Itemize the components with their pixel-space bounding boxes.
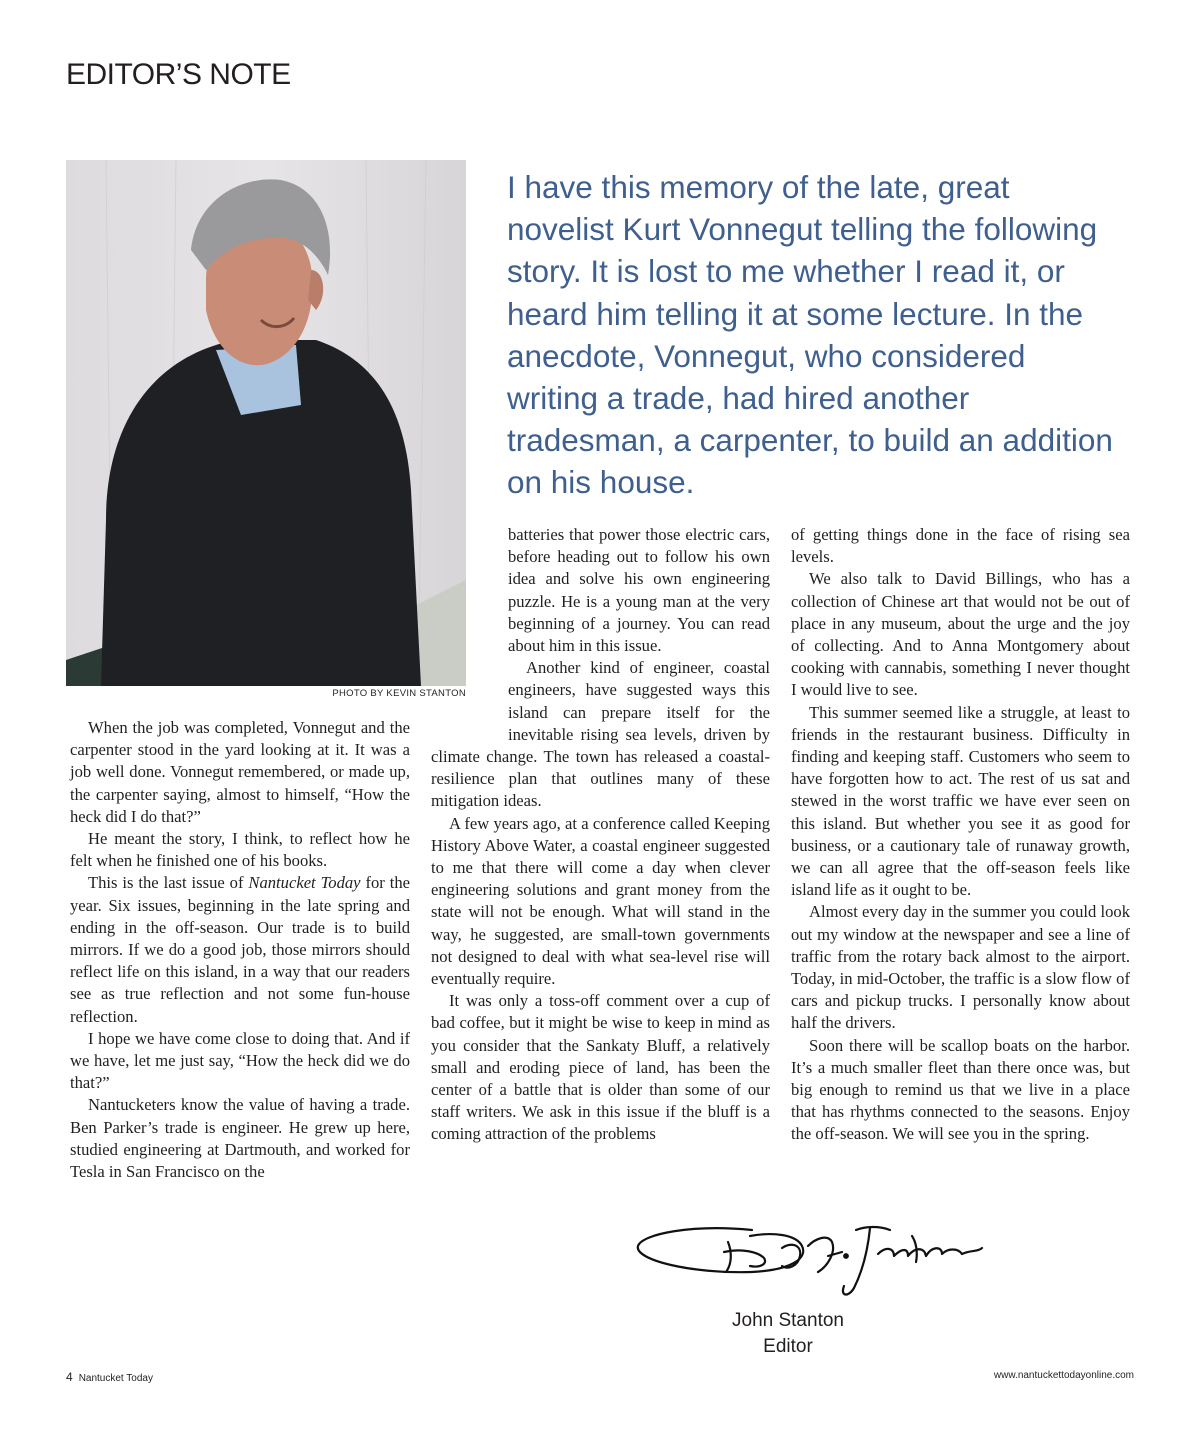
paragraph: It was only a toss-off comment over a cup of bad coffee, but it might be wise to keep in mind as you consider that the Sankaty Bluff, a relatively small and eroding piece of land, has been the center of a battle that is older than some of our staff writers. We ask in this issue if the bluff is a coming attraction of the problems	[431, 991, 770, 1144]
editor-photo	[66, 160, 466, 686]
paragraph: batteries that power those electric cars, before heading out to follow his own idea and solve his own engineering puzzle. He is a young man at the very beginning of a journey. You can read about him in this issue.	[508, 525, 770, 656]
article-column-2	[431, 524, 770, 1146]
paragraph: of getting things done in the face of rising sea levels.	[791, 525, 1130, 567]
page-footer	[66, 1370, 1134, 1386]
article-column-1	[70, 717, 410, 1183]
pull-quote: I have this memory of the late, great novelist Kurt Vonnegut telling the following story. It is lost to me whether I read it, or heard him telling it at some lecture. In the anecdote, Vonnegut, who considered writing a trade, had hired another tradesman, a carpenter, to build an addition on his house.	[507, 169, 1113, 501]
footer-url[interactable]: www.nantuckettodayonline.com	[993, 1370, 1134, 1381]
paragraph: This is the last issue of Nantucket Today for the year. Six issues, beginning in the late spring and ending in the off-season. Our trade is to build mirrors. If we do a good job, those mirrors should reflect life on this island, in a way that our readers see as true reflection and not some fun-house reflection.	[70, 873, 410, 1026]
editor-photo-illustration	[66, 160, 466, 686]
paragraph: Soon there will be scallop boats on the harbor. It’s a much smaller fleet than there once was, but big enough to remind us that we live in a place that has rhythms connected to the seasons. Enjoy the off-season. We will see you in the spring.	[791, 1035, 1130, 1144]
paragraph: Almost every day in the summer you could look out my window at the newspaper and see a line of traffic from the rotary back almost to the airport. Today, in mid-October, the traffic is a slow flow of cars and pickup trucks. I personally know about half the drivers.	[791, 902, 1130, 1033]
page-number: 4	[66, 1370, 73, 1384]
article-column-3	[791, 524, 1130, 1146]
paragraph: He meant the story, I think, to reflect how he felt when he finished one of his books.	[70, 829, 410, 871]
paragraph: This summer seemed like a struggle, at least to friends in the restaurant business. Difficulty in finding and keeping staff. Customers who seem to have forgotten how to act. The rest of us sat and stewed in the worst traffic we have ever seen on this island. But whether you see it as good for business, or a cautionary tale of runaway growth, we can all agree that the off-season feels like island life as it ought to be.	[791, 702, 1130, 900]
photo-credit: PHOTO BY KEVIN STANTON	[332, 688, 466, 699]
paragraph: When the job was completed, Vonnegut and the carpenter stood in the yard looking at it. It was a job well done. Vonnegut remembered, or made up, the carpenter saying, almost to himself, “How the heck did I do that?”	[70, 718, 410, 826]
paragraph: Another kind of engineer, coastal engineers, have suggested ways this island can prepare itself for the inevitable rising sea levels, driven by climate change. The town has released a coastal-resilience plan that outlines many of these mitigation ideas.	[431, 658, 770, 811]
editor-title: Editor	[763, 1336, 813, 1357]
paragraph: I hope we have come close to doing that. And if we have, let me just say, “How the heck did we do that?”	[70, 1028, 410, 1093]
paragraph: We also talk to David Billings, who has a collection of Chinese art that would not be out of place in any museum, about the urge and the joy of collecting. And to Anna Montgomery about cooking with cannabis, something I never thought I would live to see.	[791, 569, 1130, 700]
publication-name: Nantucket Today	[248, 873, 361, 893]
signoff	[688, 1308, 888, 1360]
section-title: EDITOR’S NOTE	[66, 58, 291, 91]
photo-wrap-spacer	[431, 524, 508, 729]
paragraph: A few years ago, at a conference called Keeping History Above Water, a coastal engineer suggested to me that there will come a day when clever engineering solutions and grant money from the state will not be enough. What will stand in the way, he suggested, are small-town governments not designed to deal with what sea-level rise will eventually require.	[431, 813, 770, 989]
handwritten-signature	[632, 1212, 992, 1304]
footer-publication: Nantucket Today	[78, 1373, 153, 1384]
editor-name: John Stanton	[732, 1310, 844, 1331]
footer-left	[66, 1370, 153, 1384]
paragraph: Nantucketers know the value of having a trade. Ben Parker’s trade is engineer. He grew up here, studied engineering at Dartmouth, and worked for Tesla in San Francisco on the	[70, 1095, 410, 1182]
